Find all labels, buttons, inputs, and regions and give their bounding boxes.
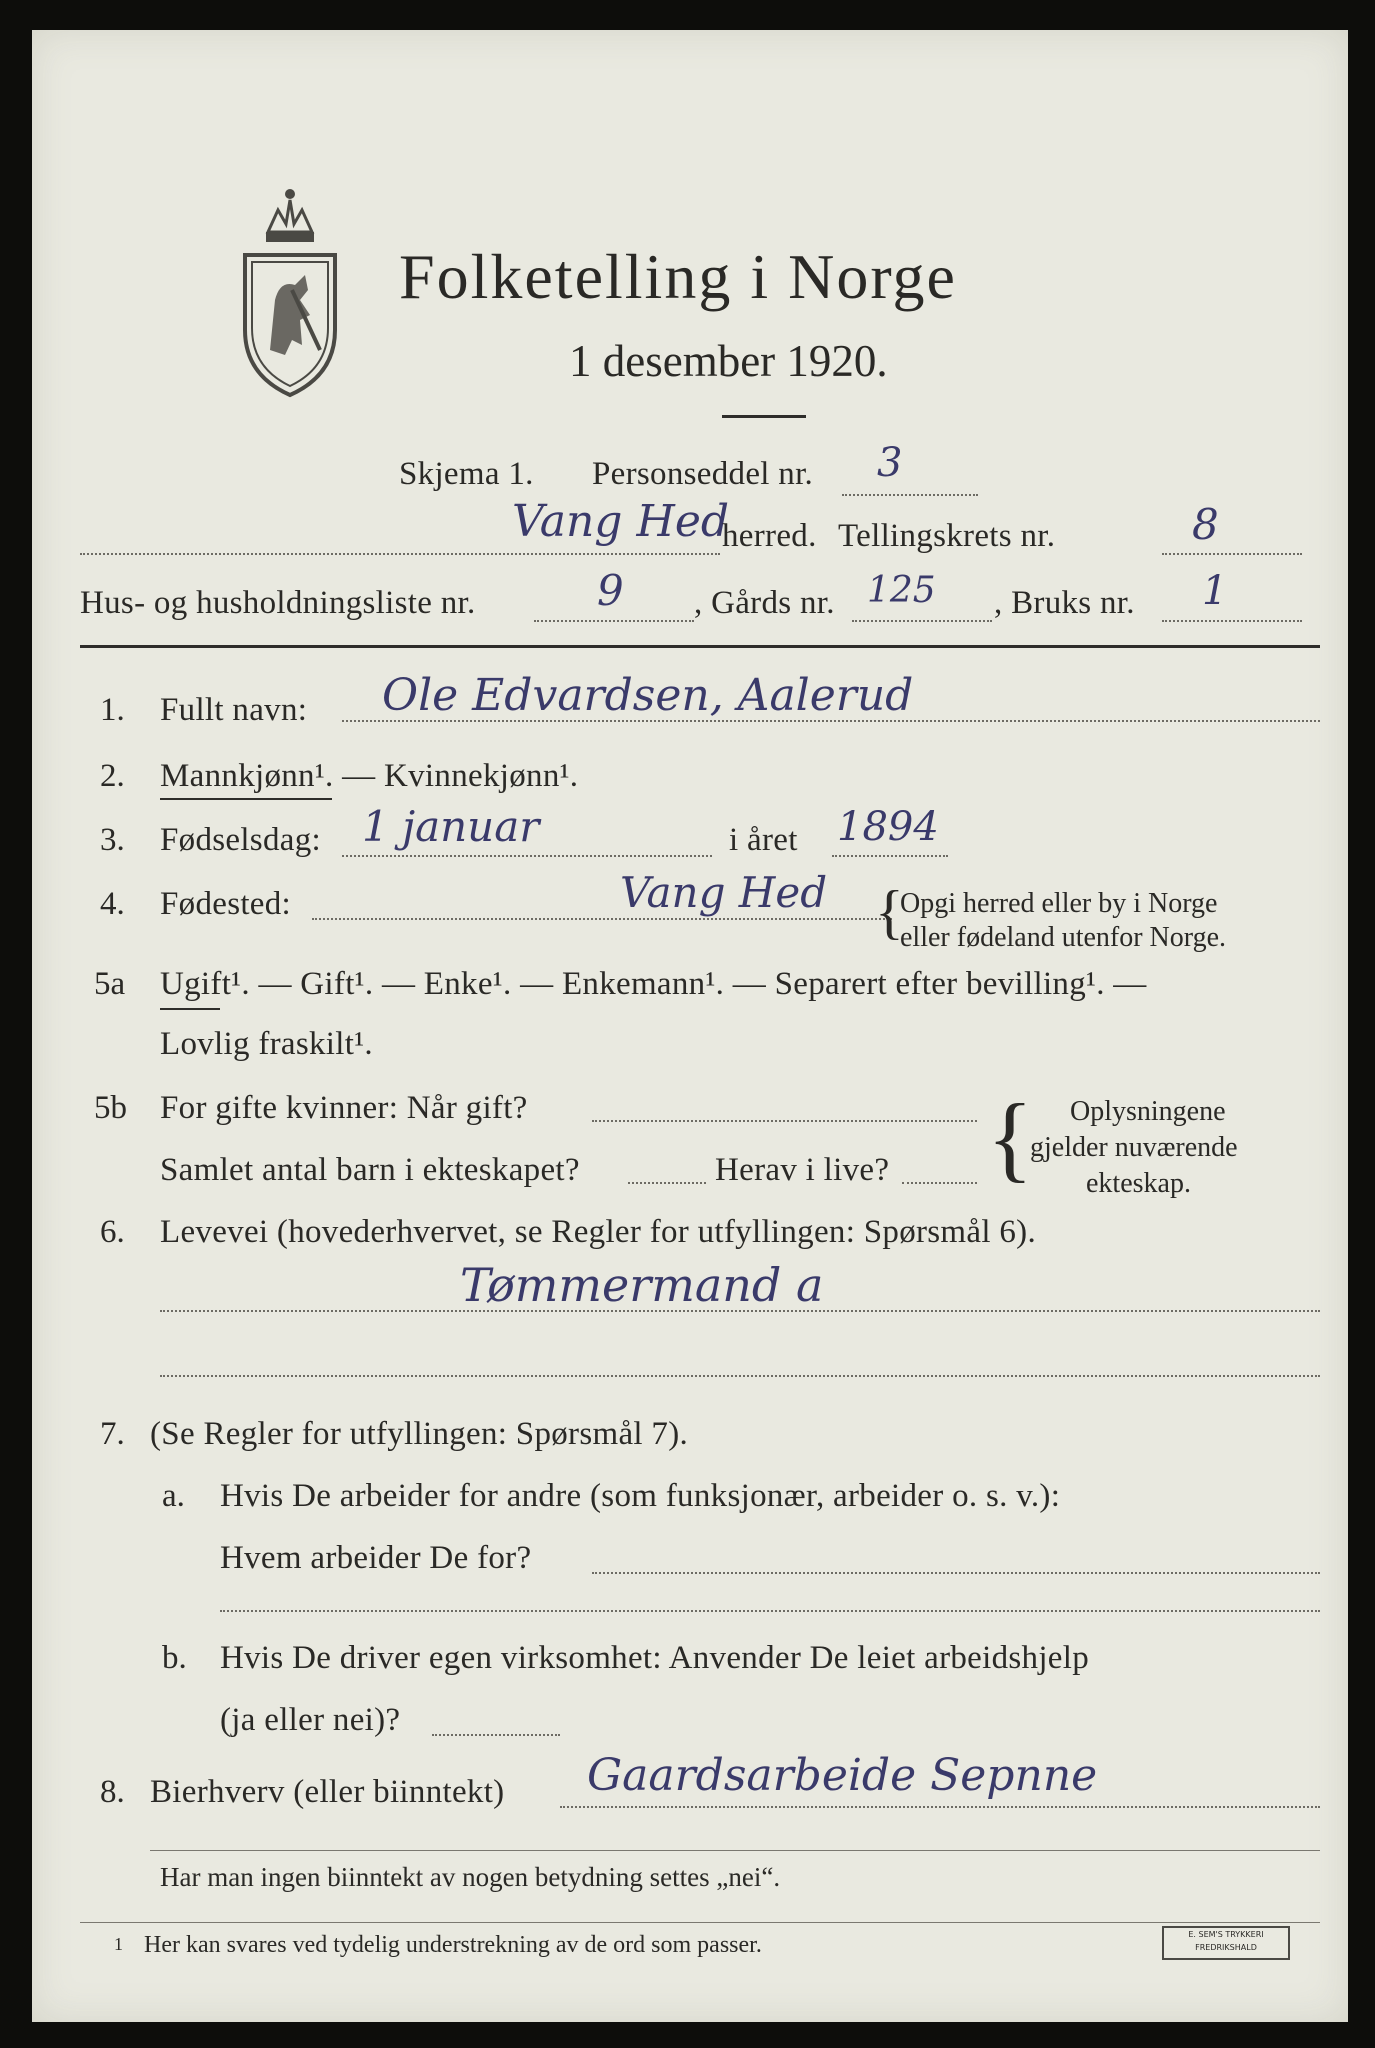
- q3-value: 1 januar: [362, 802, 540, 851]
- q2-underline: [160, 798, 332, 800]
- husliste-line: [534, 620, 694, 622]
- q4-line: [312, 918, 892, 920]
- bruks-line: [1162, 620, 1302, 622]
- printer-stamp-line1: E. SEM'S TRYKKERI: [1188, 1930, 1264, 1939]
- q5b-line2b: Herav i live?: [715, 1152, 890, 1188]
- q5b-note1: Oplysningene: [1070, 1096, 1226, 1127]
- q5a-line1: Ugift¹. — Gift¹. — Enke¹. — Enkemann¹. — Separert efter bevilling¹. —: [160, 966, 1147, 1002]
- q8-value: Gaardsarbeide Sepnne: [587, 1750, 1098, 1801]
- gards-label: , Gårds nr.: [694, 585, 835, 621]
- footnote-text: Her kan svares ved tydelig understrekning av de ord som passer.: [144, 1932, 762, 1958]
- herred-value: Vang Hed: [512, 496, 730, 547]
- q7a-answer-line2: [220, 1610, 1320, 1612]
- q7a-letter: a.: [162, 1478, 185, 1514]
- footnote-mark: 1: [114, 1934, 123, 1954]
- tellingskrets-label: Tellingskrets nr.: [838, 518, 1056, 554]
- q8-label: Bierhverv (eller biinntekt): [150, 1774, 505, 1810]
- q6-line2: [160, 1375, 1320, 1377]
- title-divider: [722, 415, 806, 418]
- q4-note-line1: Opgi herred eller by i Norge: [900, 888, 1218, 919]
- q7a-line1: Hvis De arbeider for andre (som funksjonær, arbeider o. s. v.):: [220, 1478, 1061, 1514]
- q7b-answer-line: [432, 1734, 560, 1736]
- q3-line: [342, 855, 712, 857]
- q5a-underline: [160, 1008, 220, 1010]
- herred-line: [80, 553, 720, 555]
- footnote-rule: [80, 1922, 1320, 1923]
- personseddel-value: 3: [877, 440, 903, 486]
- gards-value: 125: [867, 570, 936, 611]
- footer-note: Har man ingen biinntekt av nogen betydning settes „nei“.: [160, 1862, 781, 1892]
- q5b-note3: ekteskap.: [1086, 1168, 1191, 1199]
- q3-year-line: [832, 855, 948, 857]
- footer-rule: [150, 1850, 1320, 1851]
- census-date: 1 desember 1920.: [569, 336, 888, 386]
- personseddel-label: Personseddel nr.: [592, 456, 814, 492]
- bruks-value: 1: [1202, 568, 1228, 614]
- q7b-line1: Hvis De driver egen virksomhet: Anvender De leiet arbeidshjelp: [220, 1640, 1090, 1676]
- q6-number: 6.: [100, 1214, 125, 1250]
- q5b-brace: {: [987, 1084, 1034, 1191]
- husliste-value: 9: [597, 566, 624, 615]
- q1-value: Ole Edvardsen, Aalerud: [382, 670, 914, 721]
- printer-stamp-line2: FREDRIKSHALD: [1195, 1943, 1257, 1952]
- q4-number: 4.: [100, 886, 125, 922]
- q7-number: 7.: [100, 1416, 125, 1452]
- q6-value: Tømmermand a: [460, 1258, 824, 1312]
- q5a-number: 5a: [94, 966, 126, 1002]
- q4-value: Vang Hed: [620, 868, 828, 917]
- q7b-line2: (ja eller nei)?: [220, 1702, 401, 1738]
- q2-number: 2.: [100, 758, 125, 794]
- q5b-line2a: Samlet antal barn i ekteskapet?: [160, 1152, 580, 1188]
- q3-number: 3.: [100, 822, 125, 858]
- census-form: [32, 30, 1348, 2022]
- q7a-answer-line: [592, 1572, 1320, 1574]
- q4-label: Fødested:: [160, 886, 292, 922]
- tellingskrets-value: 8: [1192, 500, 1219, 549]
- printer-stamp: [1162, 1926, 1290, 1960]
- q4-note-line2: eller fødeland utenfor Norge.: [900, 922, 1227, 953]
- q5b-married-line: [592, 1120, 977, 1122]
- form-title: Folketelling i Norge: [399, 241, 957, 312]
- q5a-line2: Lovlig fraskilt¹.: [160, 1026, 373, 1062]
- skjema-label: Skjema 1.: [399, 456, 534, 492]
- coat-of-arms-icon: [230, 180, 350, 400]
- q3-label: Fødselsdag:: [160, 822, 321, 858]
- q5b-alive-line: [902, 1182, 977, 1184]
- herred-label: herred.: [722, 518, 817, 554]
- q8-line: [560, 1806, 1320, 1808]
- tellingskrets-line: [1162, 553, 1302, 555]
- q1-label: Fullt navn:: [160, 692, 308, 728]
- q5b-note2: gjelder nuværende: [1030, 1132, 1238, 1163]
- header-rule: [80, 645, 1320, 648]
- q5b-number: 5b: [94, 1090, 127, 1126]
- q5b-children-line: [628, 1182, 706, 1184]
- personseddel-line: [842, 494, 978, 496]
- q7-label: (Se Regler for utfyllingen: Spørsmål 7).: [150, 1416, 689, 1452]
- husliste-label: Hus- og husholdningsliste nr.: [80, 585, 476, 621]
- q3-year-label: i året: [729, 822, 798, 858]
- q5b-line1: For gifte kvinner: Når gift?: [160, 1090, 528, 1126]
- q2-label: Mannkjønn¹. — Kvinnekjønn¹.: [160, 758, 579, 794]
- q7a-line2: Hvem arbeider De for?: [220, 1540, 532, 1576]
- q6-label: Levevei (hovederhvervet, se Regler for utfyllingen: Spørsmål 6).: [160, 1214, 1037, 1250]
- q1-number: 1.: [100, 692, 125, 728]
- gards-line: [852, 620, 992, 622]
- q3-year-value: 1894: [837, 804, 939, 850]
- q6-line1: [160, 1310, 1320, 1312]
- bruks-label: , Bruks nr.: [994, 585, 1135, 621]
- q8-number: 8.: [100, 1774, 125, 1810]
- q7b-letter: b.: [162, 1640, 187, 1676]
- q4-brace: {: [875, 879, 904, 945]
